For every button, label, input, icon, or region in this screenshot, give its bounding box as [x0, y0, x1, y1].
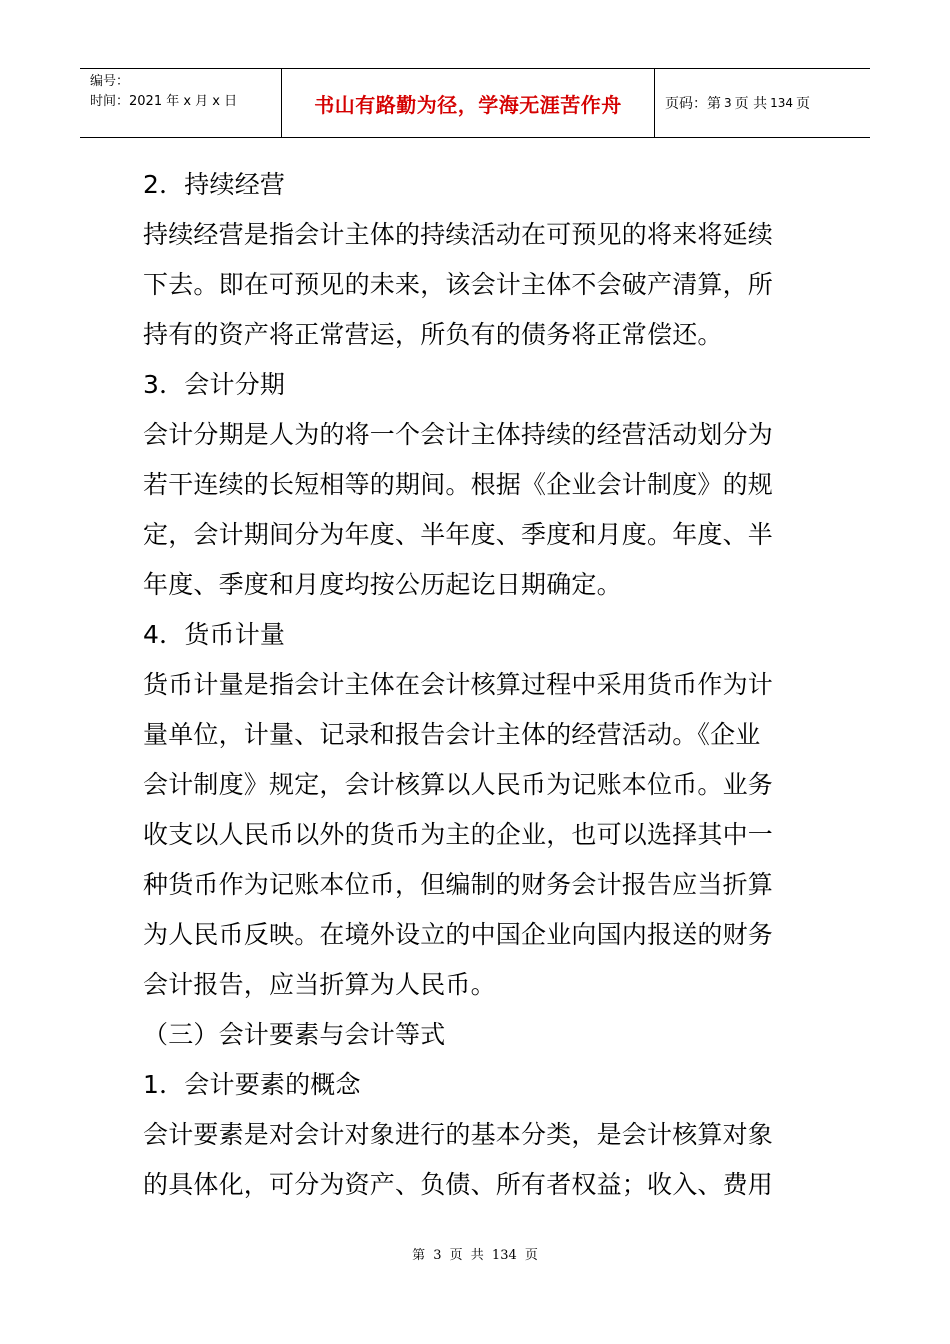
header-meta: [80, 69, 282, 137]
section-heading: 3．会计分期: [143, 370, 286, 399]
paragraph-line: 为人民币反映。在境外设立的中国企业向国内报送的财务: [143, 920, 774, 949]
paragraph-line: 种货币作为记账本位币，但编制的财务会计报告应当折算: [143, 870, 774, 899]
paragraph-line: 定，会计期间分为年度、半年度、季度和月度。年度、半: [143, 520, 774, 549]
page-total: 134: [770, 96, 793, 110]
paragraph-line: 下去。即在可预见的未来，该会计主体不会破产清算，所: [143, 270, 774, 299]
section-heading: 4．货币计量: [143, 620, 286, 649]
paragraph-line: 会计要素是对会计对象进行的基本分类，是会计核算对象: [143, 1120, 774, 1149]
header-page-info: [655, 69, 870, 137]
paragraph-line: 会计分期是人为的将一个会计主体持续的经营活动划分为: [143, 420, 774, 449]
section-heading: 1．会计要素的概念: [143, 1070, 361, 1099]
document-time: 时间：2021 年 x 月 x 日: [90, 94, 238, 109]
paragraph-line: 持有的资产将正常营运，所负有的债务将正常偿还。: [143, 320, 723, 349]
paragraph-line: 若干连续的长短相等的期间。根据《企业会计制度》的规: [143, 470, 774, 499]
paragraph-line: 的具体化，可分为资产、负债、所有者权益；收入、费用: [143, 1170, 774, 1199]
section-heading: 2．持续经营: [143, 170, 286, 199]
page-header: [80, 68, 870, 138]
paragraph-line: 会计制度》规定，会计核算以人民币为记账本位币。业务: [143, 770, 774, 799]
paragraph-line: 量单位，计量、记录和报告会计主体的经营活动。《企业: [143, 720, 761, 749]
document-body: [143, 160, 813, 1210]
document-number-label: 编号：: [90, 74, 130, 89]
paragraph-line: 收支以人民币以外的货币为主的企业，也可以选择其中一: [143, 820, 774, 849]
paragraph-line: 持续经营是指会计主体的持续活动在可预见的将来将延续: [143, 220, 774, 249]
page-footer: 第 3 页 共 134 页: [412, 1248, 538, 1263]
page-prefix: 页码：第: [665, 96, 721, 112]
page-current: 3: [724, 96, 732, 110]
page-suffix: 页: [796, 96, 810, 112]
header-motto: 书山有路勤为径，学海无涯苦作舟: [282, 69, 655, 137]
chapter-heading: （三）会计要素与会计等式: [143, 1020, 446, 1049]
page-mid: 页 共: [734, 96, 768, 112]
paragraph-line: 会计报告，应当折算为人民币。: [143, 970, 496, 999]
paragraph-line: 货币计量是指会计主体在会计核算过程中采用货币作为计: [143, 670, 774, 699]
paragraph-line: 年度、季度和月度均按公历起讫日期确定。: [143, 570, 622, 599]
